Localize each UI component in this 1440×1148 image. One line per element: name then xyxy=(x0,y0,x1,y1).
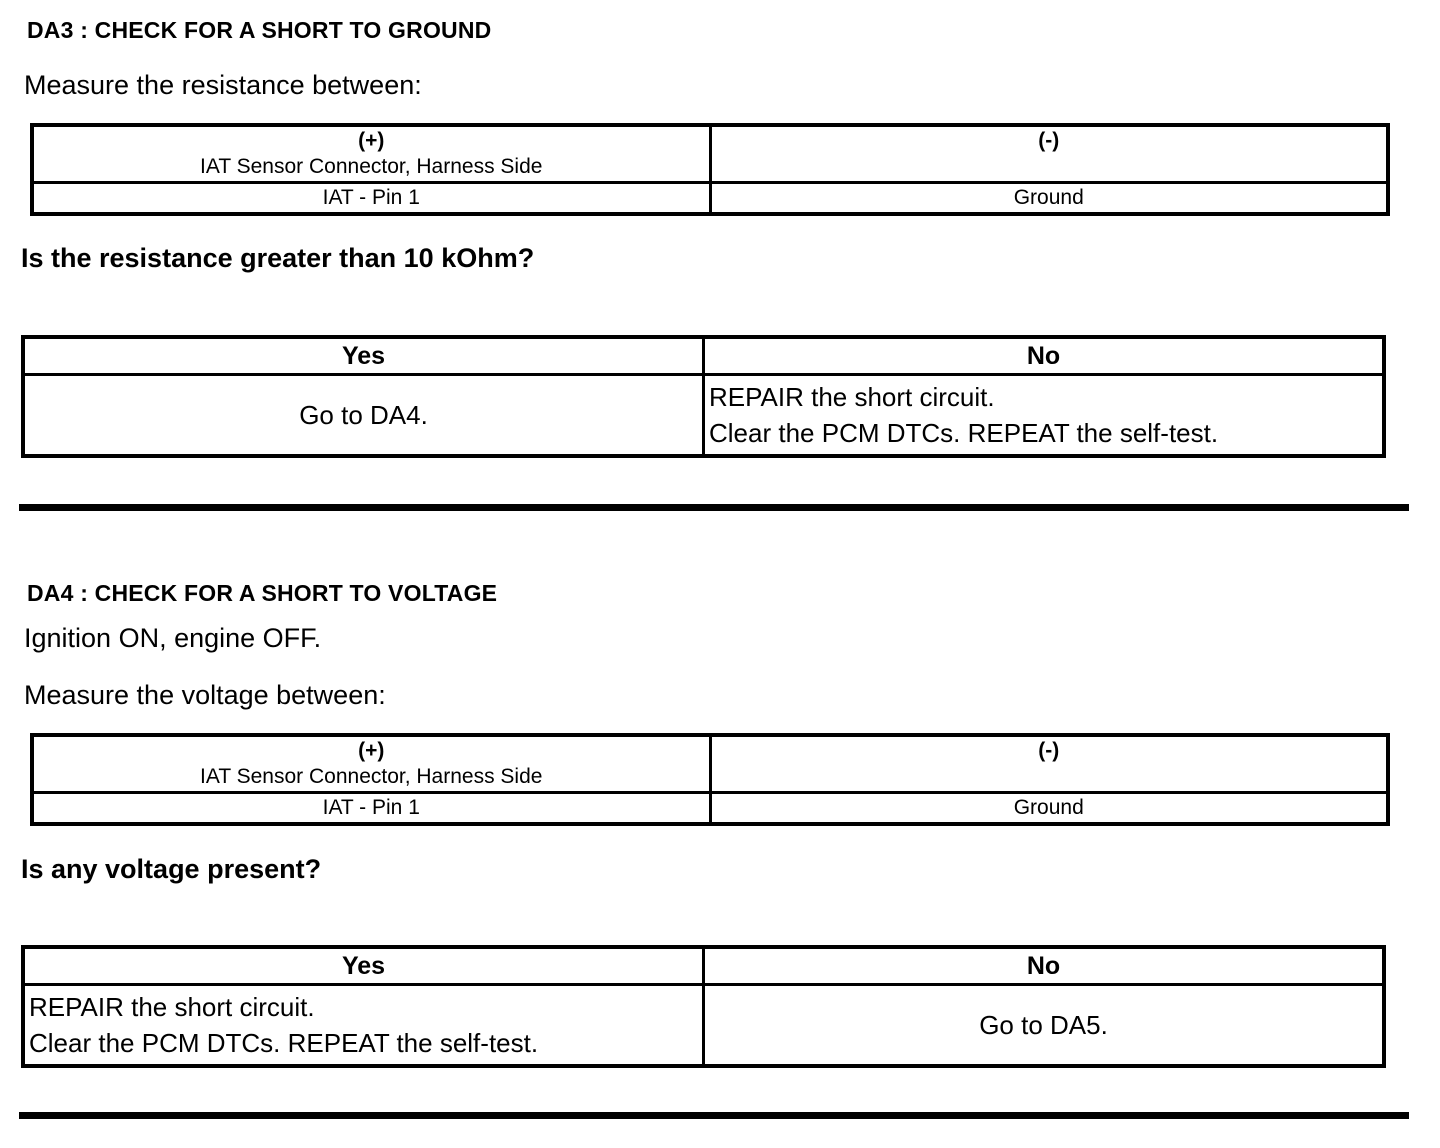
da3-negative-header-cell xyxy=(710,125,1388,183)
positive-sign-label: (+) xyxy=(358,129,385,152)
section-da3 xyxy=(0,0,1440,458)
positive-connector-label: IAT Sensor Connector, Harness Side xyxy=(200,765,543,788)
da3-no-header: No xyxy=(704,337,1385,375)
da3-yes-action-line: Go to DA4. xyxy=(299,400,428,430)
da3-no-action-line-2: Clear the PCM DTCs. REPEAT the self-test. xyxy=(709,418,1219,448)
da3-yes-header: Yes xyxy=(23,337,704,375)
da4-question: Is any voltage present? xyxy=(21,854,322,884)
da3-positive-header-cell xyxy=(32,125,710,183)
da4-yes-action-line-1: REPAIR the short circuit. xyxy=(29,992,315,1022)
da3-question: Is the resistance greater than 10 kOhm? xyxy=(21,243,535,273)
da4-negative-point-cell: Ground xyxy=(710,793,1388,825)
da4-measurement-header-row xyxy=(32,735,1388,793)
da3-intro-measure-resistance: Measure the resistance between: xyxy=(24,70,422,100)
da3-no-action-line-1: REPAIR the short circuit. xyxy=(709,382,995,412)
da4-intro-ignition: Ignition ON, engine OFF. xyxy=(24,623,322,653)
da3-no-action-cell xyxy=(704,375,1385,457)
da4-yes-action-line-2: Clear the PCM DTCs. REPEAT the self-test. xyxy=(29,1028,539,1058)
da4-no-action-cell xyxy=(704,985,1385,1067)
da3-positive-point-cell: IAT - Pin 1 xyxy=(32,183,710,215)
da3-decision-table xyxy=(21,335,1386,458)
section-da3-title: DA3 : CHECK FOR A SHORT TO GROUND xyxy=(27,17,492,43)
da3-negative-point-cell: Ground xyxy=(710,183,1388,215)
da4-no-action-line: Go to DA5. xyxy=(979,1010,1108,1040)
da4-intro-measure-voltage: Measure the voltage between: xyxy=(24,680,386,710)
section-da4-title: DA4 : CHECK FOR A SHORT TO VOLTAGE xyxy=(27,580,498,606)
positive-sign-label: (+) xyxy=(358,739,385,762)
da3-measurement-table xyxy=(30,123,1390,216)
da3-yes-action-cell xyxy=(23,375,704,457)
da4-yes-action-cell xyxy=(23,985,704,1067)
da4-measurement-table xyxy=(30,733,1390,826)
da3-decision-action-row xyxy=(23,375,1384,457)
section-da4 xyxy=(0,511,1440,1068)
da3-decision-header-row xyxy=(23,337,1384,375)
da4-yes-header: Yes xyxy=(23,947,704,985)
negative-sign-label: (-) xyxy=(1038,129,1060,152)
section-divider xyxy=(19,504,1409,511)
da4-negative-header-cell xyxy=(710,735,1388,793)
da4-decision-header-row xyxy=(23,947,1384,985)
da4-decision-action-row xyxy=(23,985,1384,1067)
da3-measurement-value-row xyxy=(32,183,1388,215)
da4-positive-header-cell xyxy=(32,735,710,793)
positive-connector-label: IAT Sensor Connector, Harness Side xyxy=(200,155,543,178)
da4-positive-point-cell: IAT - Pin 1 xyxy=(32,793,710,825)
da4-no-header: No xyxy=(704,947,1385,985)
da3-measurement-header-row xyxy=(32,125,1388,183)
da4-decision-table xyxy=(21,945,1386,1068)
page-bottom-divider xyxy=(19,1112,1409,1119)
da4-measurement-value-row xyxy=(32,793,1388,825)
negative-sign-label: (-) xyxy=(1038,739,1060,762)
